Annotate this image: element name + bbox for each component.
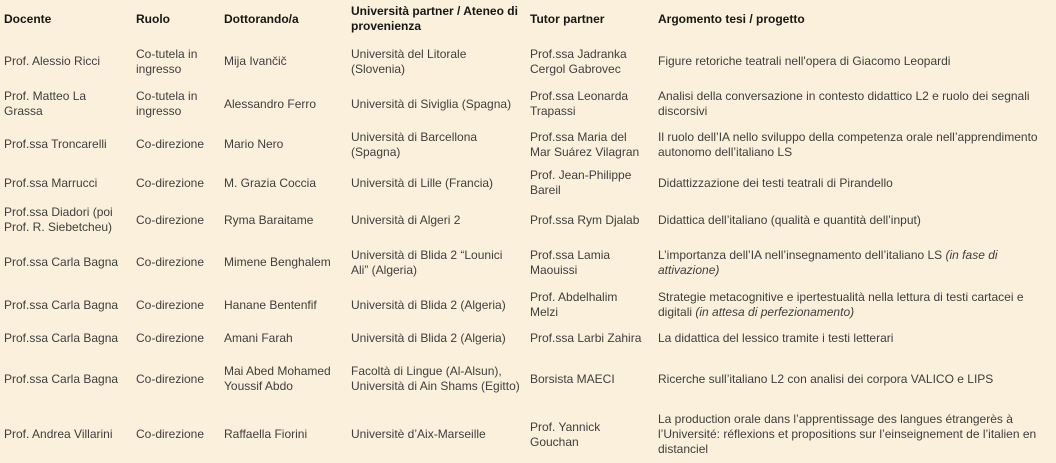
- cell-argomento: [658, 38, 1056, 85]
- argomento-text: Analisi della conversazione in contesto didattico L2 e ruolo dei segnali discorsivi: [658, 89, 1030, 118]
- argomento-note: (in fase di attivazione): [658, 247, 998, 277]
- table-row: [0, 240, 1056, 285]
- cell-dottorando: Mimene Benghalem: [224, 255, 331, 269]
- table-row: [0, 406, 1056, 463]
- cell-universita: Università di Barcellona (Spagna): [351, 129, 478, 159]
- argomento-text: La production orale dans l’apprentissage des langues étrangerès à l’Université: réflexions et propositions sur l’einseignement de l’italien en distanciel: [658, 412, 1037, 456]
- cell-dottorando: Mai Abed Mohamed Youssif Abdo: [224, 364, 331, 393]
- cell-argomento: [658, 123, 1056, 166]
- cell-tutor: Prof.ssa Rym Djalab: [530, 212, 640, 227]
- column-header-ruolo: Ruolo: [136, 11, 170, 26]
- cell-docente: Prof. Matteo La Grassa: [4, 89, 87, 118]
- cell-dottorando: Ryma Baraitame: [224, 212, 314, 227]
- cell-docente: Prof.ssa Troncarelli: [4, 137, 107, 151]
- cell-universita: Università di Algeri 2: [351, 212, 461, 227]
- cell-universita: Università di Lille (Francia): [351, 175, 494, 190]
- cell-tutor: Prof.ssa Larbi Zahira: [530, 331, 642, 345]
- cell-ruolo: Co-direzione: [136, 331, 205, 345]
- cell-universita: Università di Siviglia (Spagna): [351, 96, 512, 111]
- cell-universita: Università del Litorale (Slovenia): [351, 46, 467, 76]
- cell-universita: Universitè d’Aix-Marseille: [351, 427, 486, 441]
- cell-ruolo: Co-direzione: [136, 212, 205, 227]
- cell-argomento: [658, 200, 1056, 240]
- cell-universita: Università di Blida 2 (Algeria): [351, 297, 506, 312]
- argomento-text: Ricerche sull’italiano L2 con analisi dei corpora VALICO e LIPS: [658, 371, 994, 386]
- argomento-text: L’importanza dell’IA nell’insegnamento dell’italiano LS: [658, 247, 946, 262]
- cell-tutor: Prof.ssa Jadranka Cergol Gabrovec: [530, 46, 627, 76]
- cell-argomento: [658, 85, 1056, 123]
- argomento-text: Didattizzazione dei testi teatrali di Pirandello: [658, 175, 893, 190]
- cell-tutor: Prof.ssa Leonarda Trapassi: [530, 89, 629, 118]
- cell-docente: Prof.ssa Carla Bagna: [4, 297, 119, 312]
- column-header-tutor-partner: Tutor partner: [530, 11, 605, 26]
- cell-docente: Prof.ssa Marrucci: [4, 175, 98, 190]
- table-row: [0, 325, 1056, 352]
- cell-docente: Prof.ssa Diadori (poi Prof. R. Siebetcheu): [4, 205, 113, 234]
- cell-dottorando: Alessandro Ferro: [224, 96, 317, 111]
- cell-tutor: Borsista MAECI: [530, 371, 615, 386]
- column-header-argomento: Argomento tesi / progetto: [658, 11, 805, 26]
- cell-dottorando: Hanane Bentenfif: [224, 297, 317, 312]
- cell-tutor: Prof. Jean-Philippe Bareil: [530, 168, 632, 197]
- cell-tutor: Prof.ssa Maria del Mar Suárez Vilagran: [530, 129, 640, 159]
- cell-universita: Università di Blida 2 (Algeria): [351, 331, 506, 345]
- cell-argomento: [658, 325, 1056, 352]
- cell-ruolo: Co-direzione: [136, 255, 205, 269]
- table-row: [0, 85, 1056, 123]
- cell-dottorando: Mario Nero: [224, 137, 284, 151]
- table-row: [0, 166, 1056, 200]
- argomento-text: Didattica dell’italiano (qualità e quantità dell’input): [658, 212, 921, 227]
- table-row: [0, 285, 1056, 325]
- cell-dottorando: Amani Farah: [224, 331, 293, 345]
- cell-argomento: [658, 166, 1056, 200]
- cell-argomento: [658, 285, 1056, 325]
- cell-ruolo: Co-direzione: [136, 427, 205, 441]
- cell-dottorando: Mija Ivančič: [224, 54, 287, 68]
- cell-universita: Facoltà di Lingue (Al-Alsun), Università di Ain Shams (Egitto): [351, 364, 520, 393]
- cell-ruolo: Co-direzione: [136, 297, 205, 312]
- table-row: [0, 38, 1056, 85]
- column-header-universita-partner: Università partner / Ateneo di provenienza: [351, 4, 518, 33]
- cell-ruolo: Co-direzione: [136, 175, 205, 190]
- cell-argomento: [658, 406, 1056, 463]
- table-row: [0, 352, 1056, 406]
- column-header-dottorando: Dottorando/a: [224, 11, 299, 26]
- cell-ruolo: Co-tutela in ingresso: [136, 46, 198, 76]
- column-header-docente: Docente: [4, 11, 52, 26]
- cell-ruolo: Co-direzione: [136, 371, 205, 386]
- cell-universita: Università di Blida 2 “Lounici Ali” (Algeria): [351, 247, 503, 277]
- cell-tutor: Prof.ssa Lamia Maouissi: [530, 247, 611, 277]
- cell-ruolo: Co-tutela in ingresso: [136, 89, 198, 118]
- cell-dottorando: Raffaella Fiorini: [224, 427, 308, 441]
- argomento-text: Strategie metacognitive e ipertestualità nella lettura di testi cartacei e digitali: [658, 290, 1024, 319]
- cell-docente: Prof.ssa Carla Bagna: [4, 331, 119, 345]
- header-row: [0, 0, 1056, 38]
- cell-argomento: [658, 352, 1056, 406]
- cell-tutor: Prof. Yannick Gouchan: [530, 419, 601, 449]
- cell-dottorando: M. Grazia Coccia: [224, 175, 317, 190]
- argomento-text: La didattica del lessico tramite i testi letterari: [658, 331, 894, 345]
- table-row: [0, 200, 1056, 240]
- cell-tutor: Prof. Abdelhalim Melzi: [530, 290, 618, 319]
- table-row: [0, 123, 1056, 166]
- cell-docente: Prof.ssa Carla Bagna: [4, 255, 119, 269]
- argomento-text: Figure retoriche teatrali nell'opera di Giacomo Leopardi: [658, 54, 951, 68]
- cell-argomento: [658, 240, 1056, 285]
- cell-docente: Prof.ssa Carla Bagna: [4, 371, 119, 386]
- argomento-text: Il ruolo dell’IA nello sviluppo della competenza orale nell’apprendimento autonomo dell’italiano LS: [658, 129, 1038, 159]
- cell-docente: Prof. Alessio Ricci: [4, 54, 101, 68]
- cell-docente: Prof. Andrea Villarini: [4, 427, 113, 441]
- argomento-note: (in attesa di perfezionamento): [695, 305, 855, 319]
- cell-ruolo: Co-direzione: [136, 137, 205, 151]
